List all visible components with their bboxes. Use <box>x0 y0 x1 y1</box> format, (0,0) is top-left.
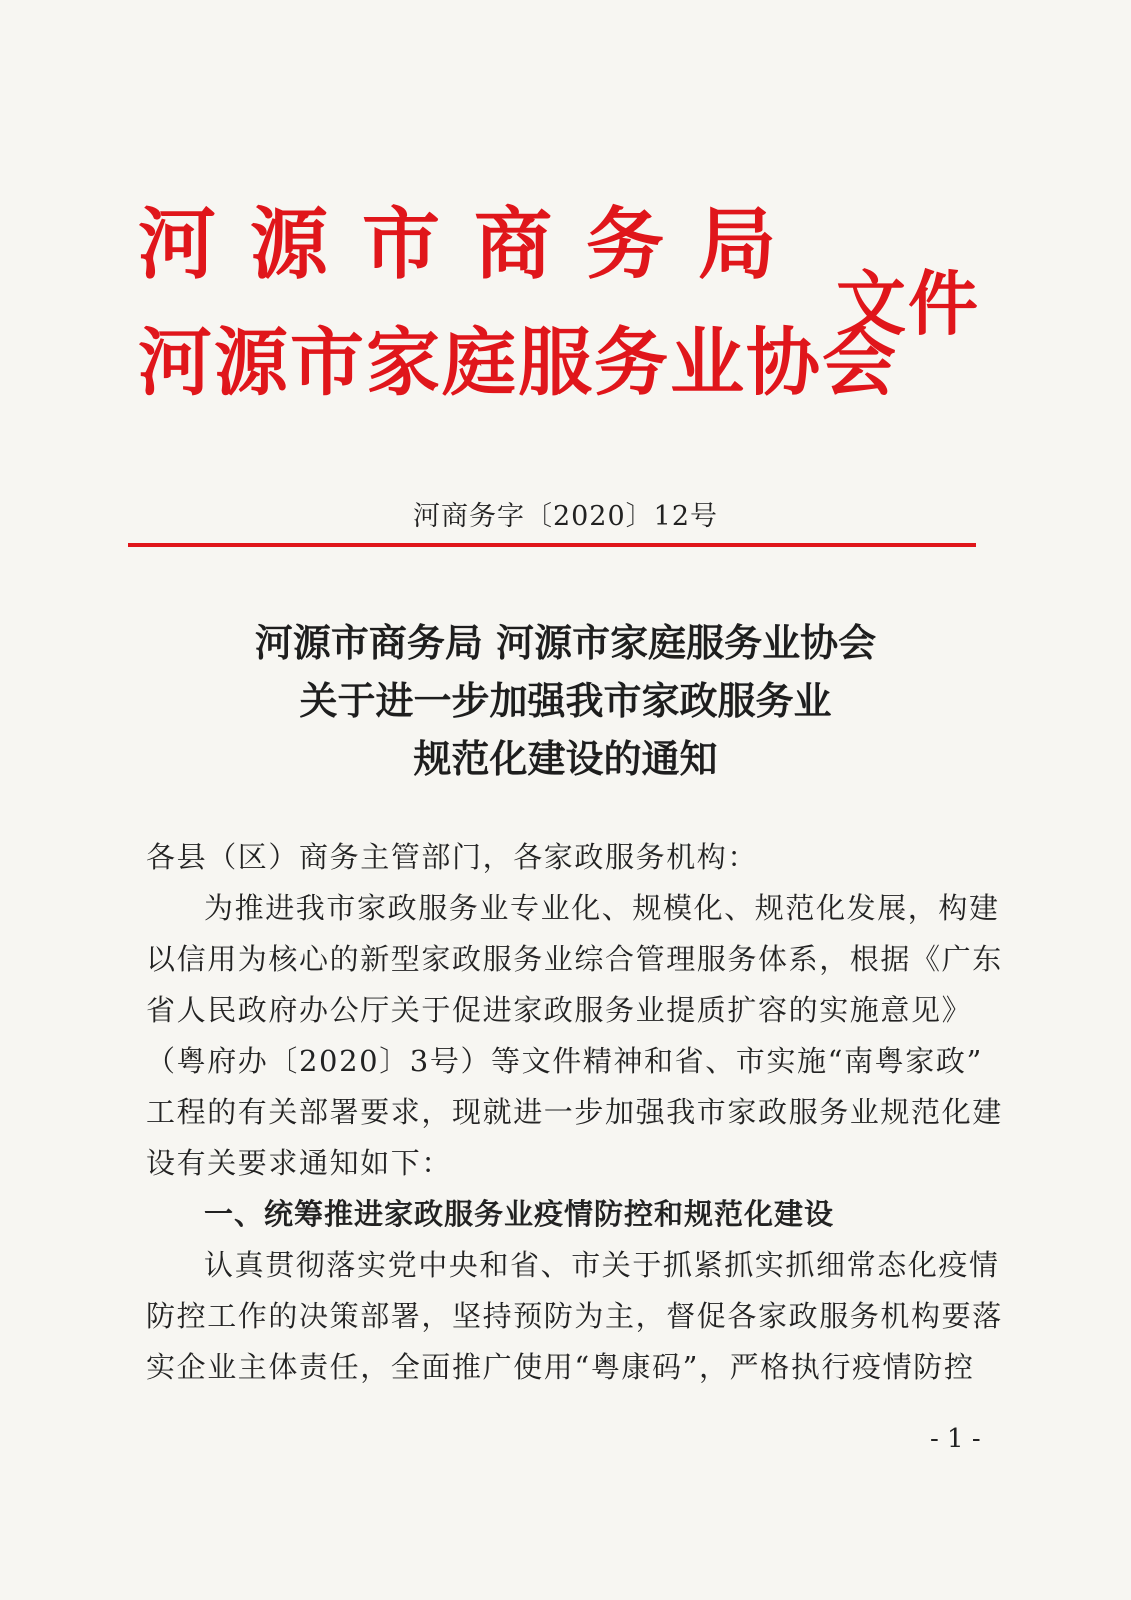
paragraph-1-line: 省人民政府办公厅关于促进家政服务业提质扩容的实施意见》 <box>146 993 973 1027</box>
section-1-heading: 一、统筹推进家政服务业疫情防控和规范化建设 <box>204 1197 835 1231</box>
title-line-3: 规范化建设的通知 <box>413 737 718 781</box>
title-line-1: 河源市商务局 河源市家庭服务业协会 <box>254 621 877 665</box>
paragraph-1-line: （粤府办〔2020〕3号）等文件精神和省、市实施“南粤家政” <box>146 1044 983 1078</box>
document-body <box>146 832 1003 1393</box>
paragraph-1-line: 设有关要求通知如下： <box>146 1146 453 1180</box>
document-suffix-wenjian: 文件 <box>836 263 980 345</box>
title-line-2: 关于进一步加强我市家政服务业 <box>299 679 832 723</box>
document-number: 河商务字〔2020〕12号 <box>412 501 719 532</box>
issuer-name-household-service-association: 河源市家庭服务业协会 <box>138 320 898 406</box>
document-title <box>0 614 1131 788</box>
paragraph-2-line: 防控工作的决策部署，坚持预防为主，督促各家政服务机构要落 <box>146 1299 1003 1333</box>
red-separator-line <box>128 543 976 547</box>
page-number: - 1 - <box>930 1424 981 1454</box>
paragraph-2-line: 实企业主体责任，全面推广使用“粤康码”，严格执行疫情防控 <box>146 1350 975 1384</box>
paragraph-1-line: 为推进我市家政服务业专业化、规模化、规范化发展，构建 <box>204 891 1000 925</box>
salutation: 各县（区）商务主管部门，各家政服务机构： <box>146 840 759 874</box>
issuer-name-commerce-bureau: 河源市商务局 <box>138 200 811 290</box>
paragraph-2-line: 认真贯彻落实党中央和省、市关于抓紧抓实抓细常态化疫情 <box>204 1248 1000 1282</box>
paragraph-1-line: 工程的有关部署要求，现就进一步加强我市家政服务业规范化建 <box>146 1095 1003 1129</box>
paragraph-1-line: 以信用为核心的新型家政服务业综合管理服务体系，根据《广东 <box>146 942 1003 976</box>
